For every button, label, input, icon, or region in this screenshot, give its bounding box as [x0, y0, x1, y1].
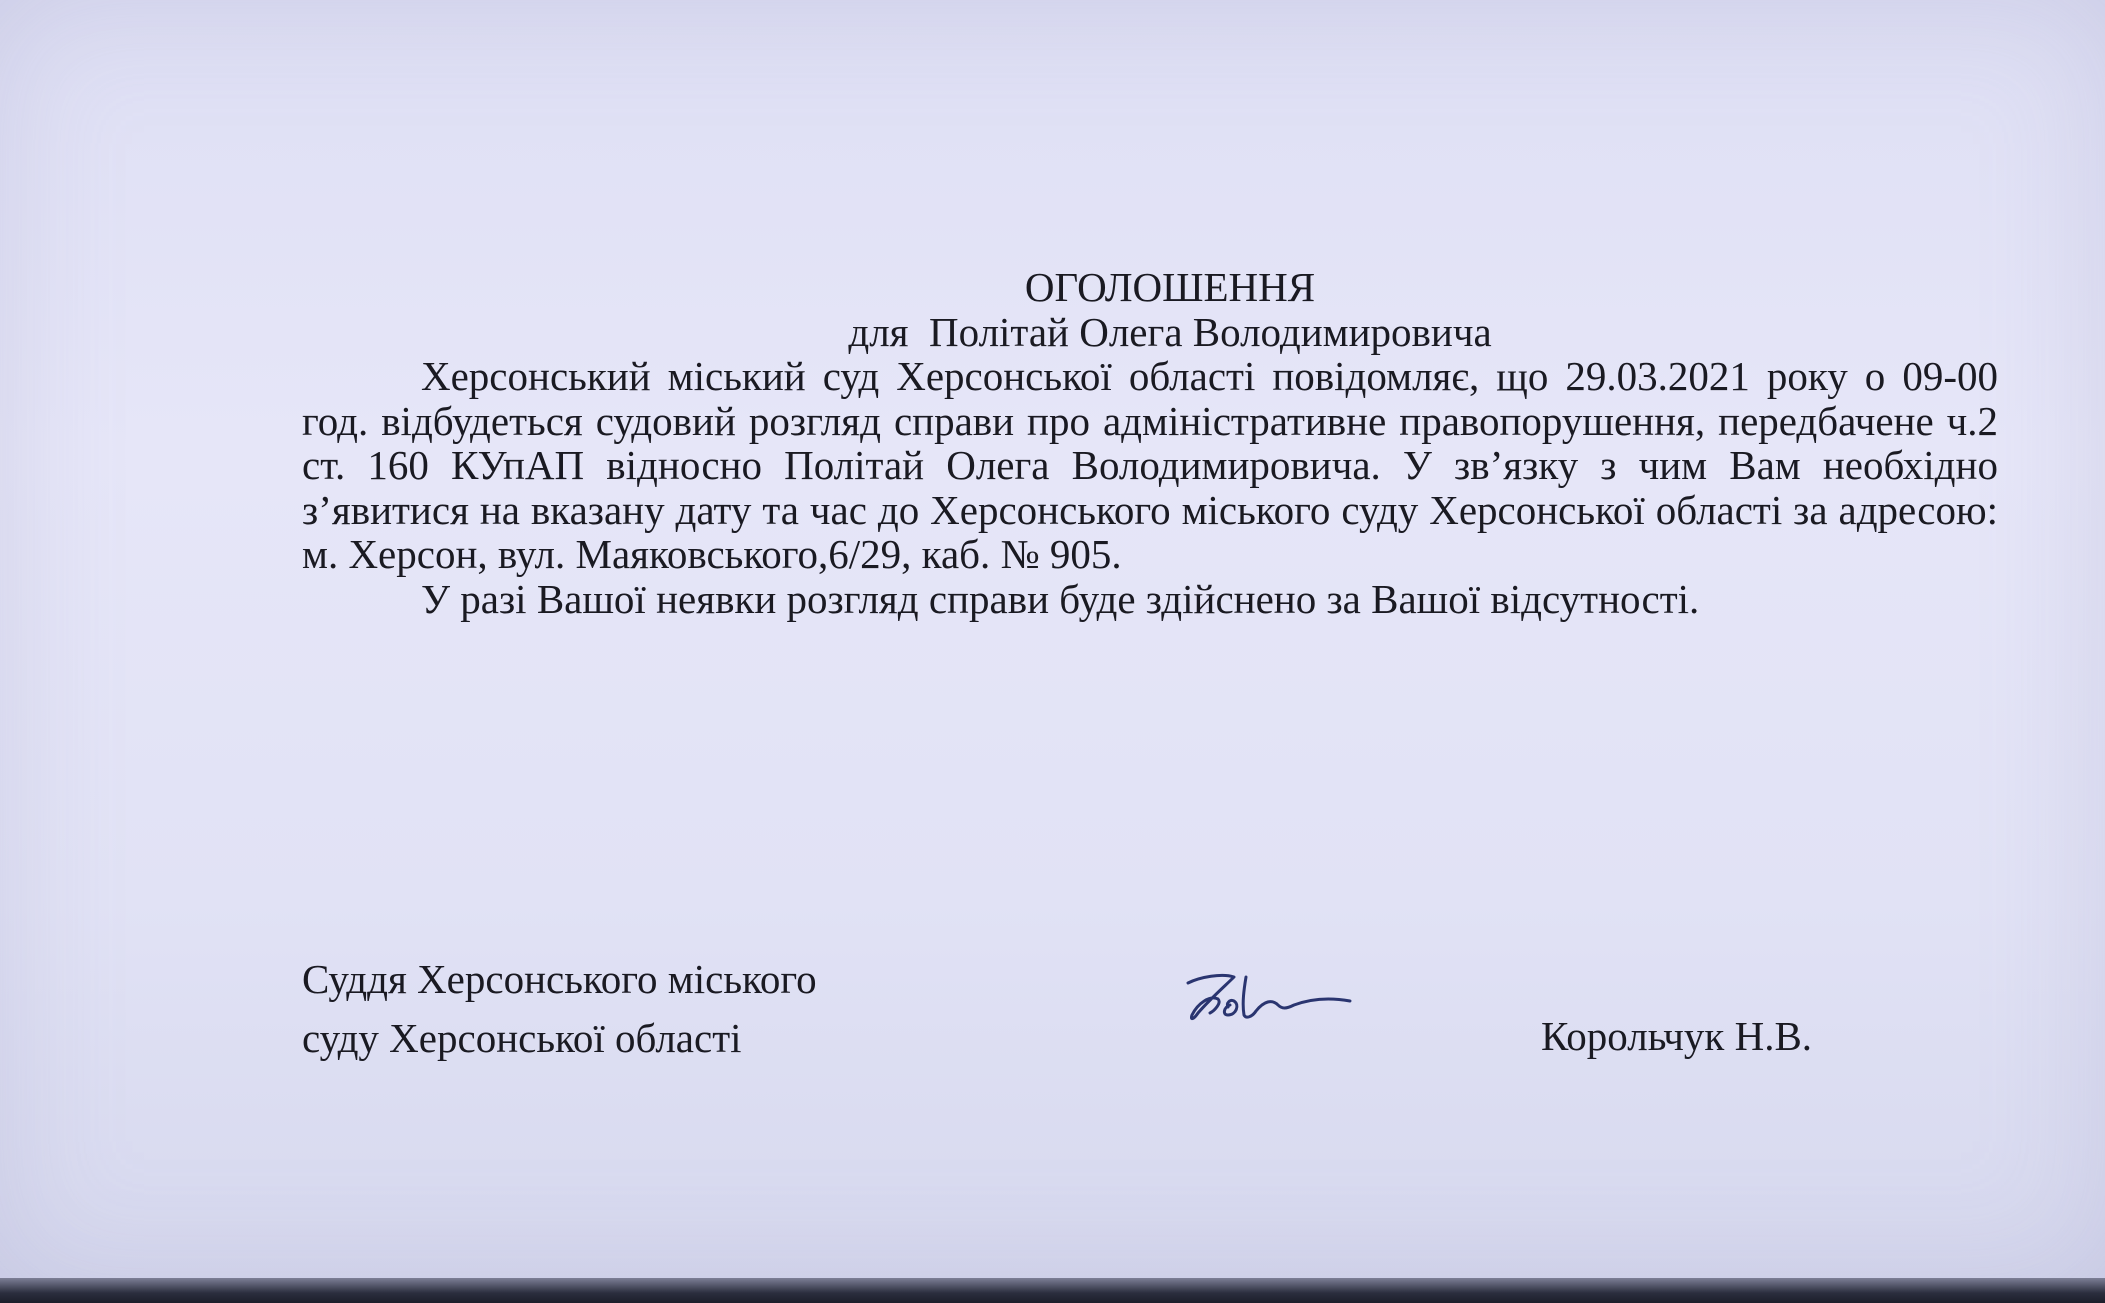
- notice-body: [302, 265, 1998, 621]
- page-edge-shadow: [0, 1278, 2105, 1303]
- notice-addressee: для Політай Олега Володимировича: [848, 308, 1492, 355]
- judge-position-line-2: суду Херсонської області: [302, 1015, 742, 1061]
- notice-paragraph-absence: У разі Вашої неявки розгляд справи буде здійснено за Вашої відсутності.: [421, 575, 1700, 622]
- judge-position-line-1: Суддя Херсонського міського: [302, 956, 817, 1002]
- notice-paragraph-main: Херсонський міський суд Херсонської області повідомляє, що 29.03.2021 року о 09-00 год. відбудеться судовий розгляд справи про адміністративне правопорушення, передбачене ч.2 ст. 160 КУпАП відносно Політай Олега Володимировича. У зв’язку з чим Вам необхідно з’явитися на вказану дату та час до Херсонського міського суду Херсонської області за адресою: м. Херсон, вул. Маяковського,6/29, каб. № 905.: [302, 353, 1998, 577]
- judge-position: [302, 950, 817, 1068]
- notice-title: ОГОЛОШЕННЯ: [1024, 264, 1316, 310]
- judge-name: Корольчук Н.В.: [1541, 1013, 1813, 1059]
- handwritten-signature: [1160, 955, 1360, 1035]
